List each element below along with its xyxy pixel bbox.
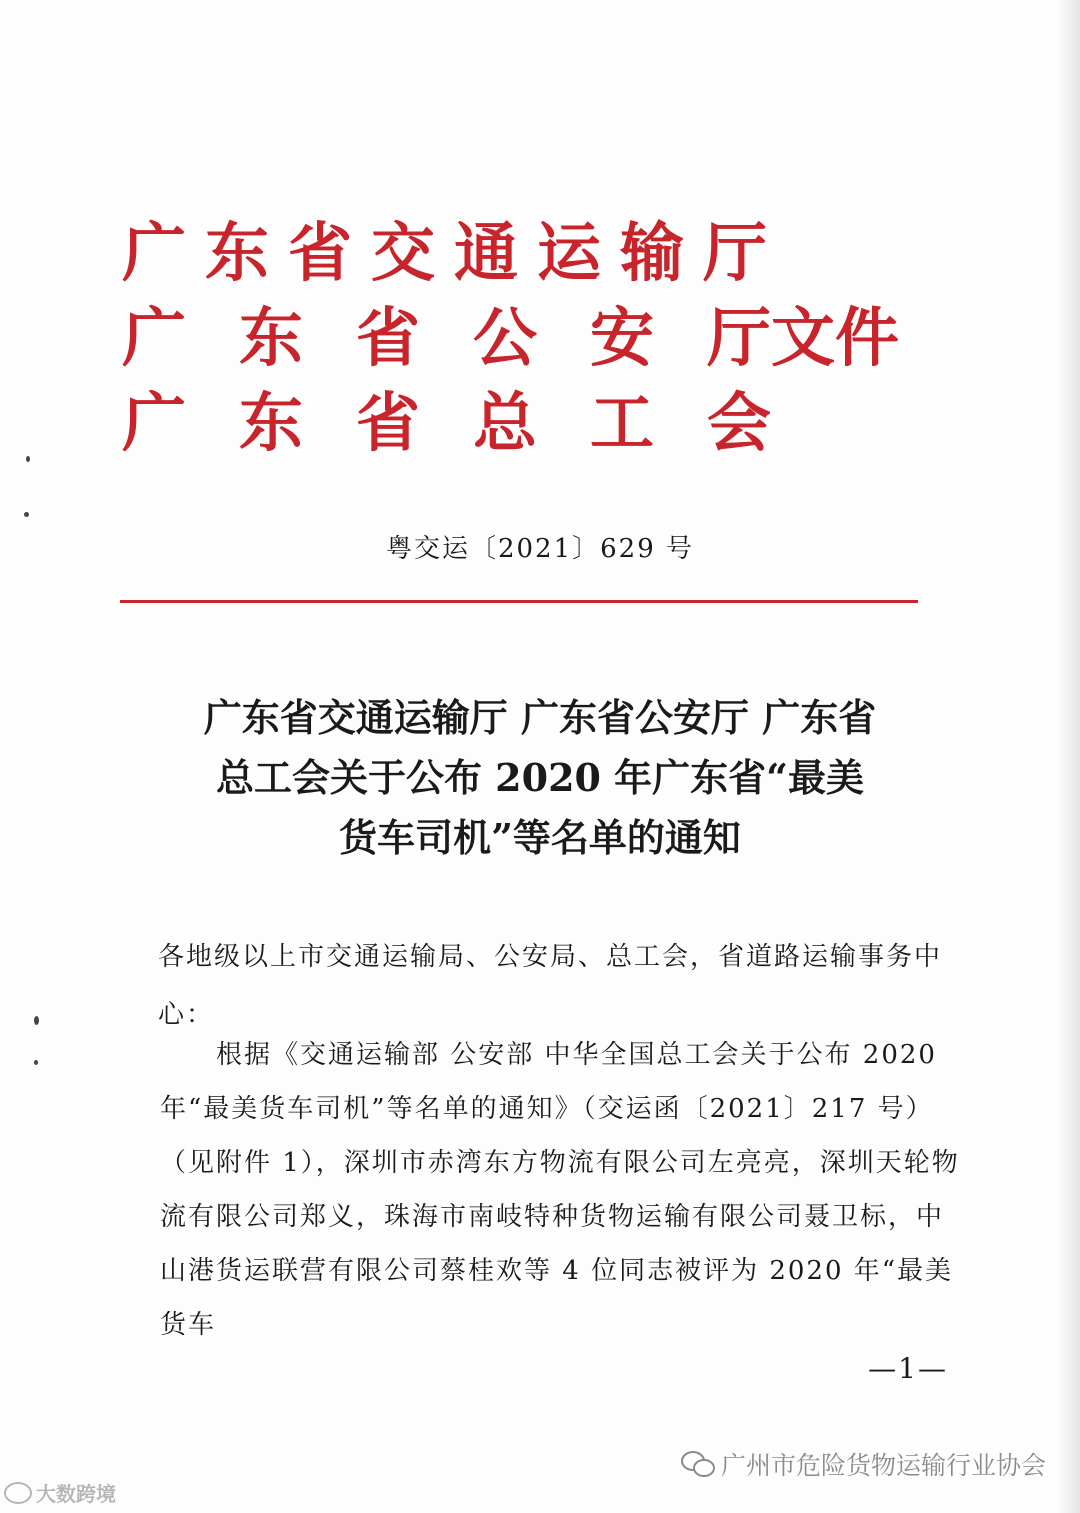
header-char: 厅文件 (707, 301, 899, 376)
header-char: 省 (356, 386, 420, 461)
header-char: 东 (205, 216, 288, 291)
salutation: 各地级以上市交通运输局、公安局、总工会，省道路运输事务中心： (158, 942, 943, 1030)
header-char: 省 (356, 301, 420, 376)
issuer-line-3 (122, 386, 824, 461)
title-line-1: 广东省交通运输厅 广东省公安厅 广东省 (203, 695, 877, 740)
document-number: 粤交运〔2021〕629 号 (385, 534, 695, 564)
scan-speck (26, 456, 30, 462)
scan-speck (24, 512, 29, 517)
wechat-watermark (681, 1446, 1046, 1482)
header-char: 厅 (703, 216, 786, 291)
header-char: 东 (239, 386, 303, 461)
red-divider-line (120, 600, 918, 603)
issuer-line-2 (122, 301, 899, 376)
header-char: 会 (707, 386, 771, 461)
sina-watermark-text: 大数跨境 (36, 1482, 116, 1506)
sina-watermark (4, 1478, 116, 1507)
wechat-watermark-text: 广州市危险货物运输行业协会 (720, 1451, 1046, 1480)
scan-speck (34, 1016, 39, 1025)
issuer-line-1 (122, 216, 786, 291)
body-paragraph: 根据《交通运输部 公安部 中华全国总工会关于公布 2020 年“最美货车司机”等名单的通知》（交运函〔2021〕217 号）（见附件 1），深圳市赤湾东方物流有限公司左亮亮，深圳天轮物流有限公司郑义，珠海市南岐特种货物运输有限公司聂卫标，中山港货运联营有限公司蔡桂欢等 4 位同志被评为 2020 年“最美货车 (160, 1040, 960, 1340)
wechat-icon (681, 1451, 715, 1477)
title-line-3: 货车司机”等名单的通知 (339, 815, 741, 860)
page-number: —1— (868, 1352, 948, 1385)
header-char: 总 (473, 386, 537, 461)
header-char: 运 (537, 216, 620, 291)
header-char: 交 (371, 216, 454, 291)
header-char: 东 (239, 301, 303, 376)
title-line-2: 总工会关于公布 2020 年广东省“最美 (215, 755, 865, 800)
header-char: 输 (620, 216, 703, 291)
header-char: 公 (473, 301, 537, 376)
header-char: 广 (122, 301, 186, 376)
document-title (150, 688, 930, 868)
header-char: 广 (122, 216, 205, 291)
page-edge-shadow (1058, 0, 1080, 1513)
header-char: 广 (122, 386, 186, 461)
header-char: 安 (590, 301, 654, 376)
header-char: 通 (454, 216, 537, 291)
scan-speck (34, 1060, 38, 1065)
header-char: 省 (288, 216, 371, 291)
header-char: 工 (590, 386, 654, 461)
weibo-icon (4, 1482, 32, 1504)
